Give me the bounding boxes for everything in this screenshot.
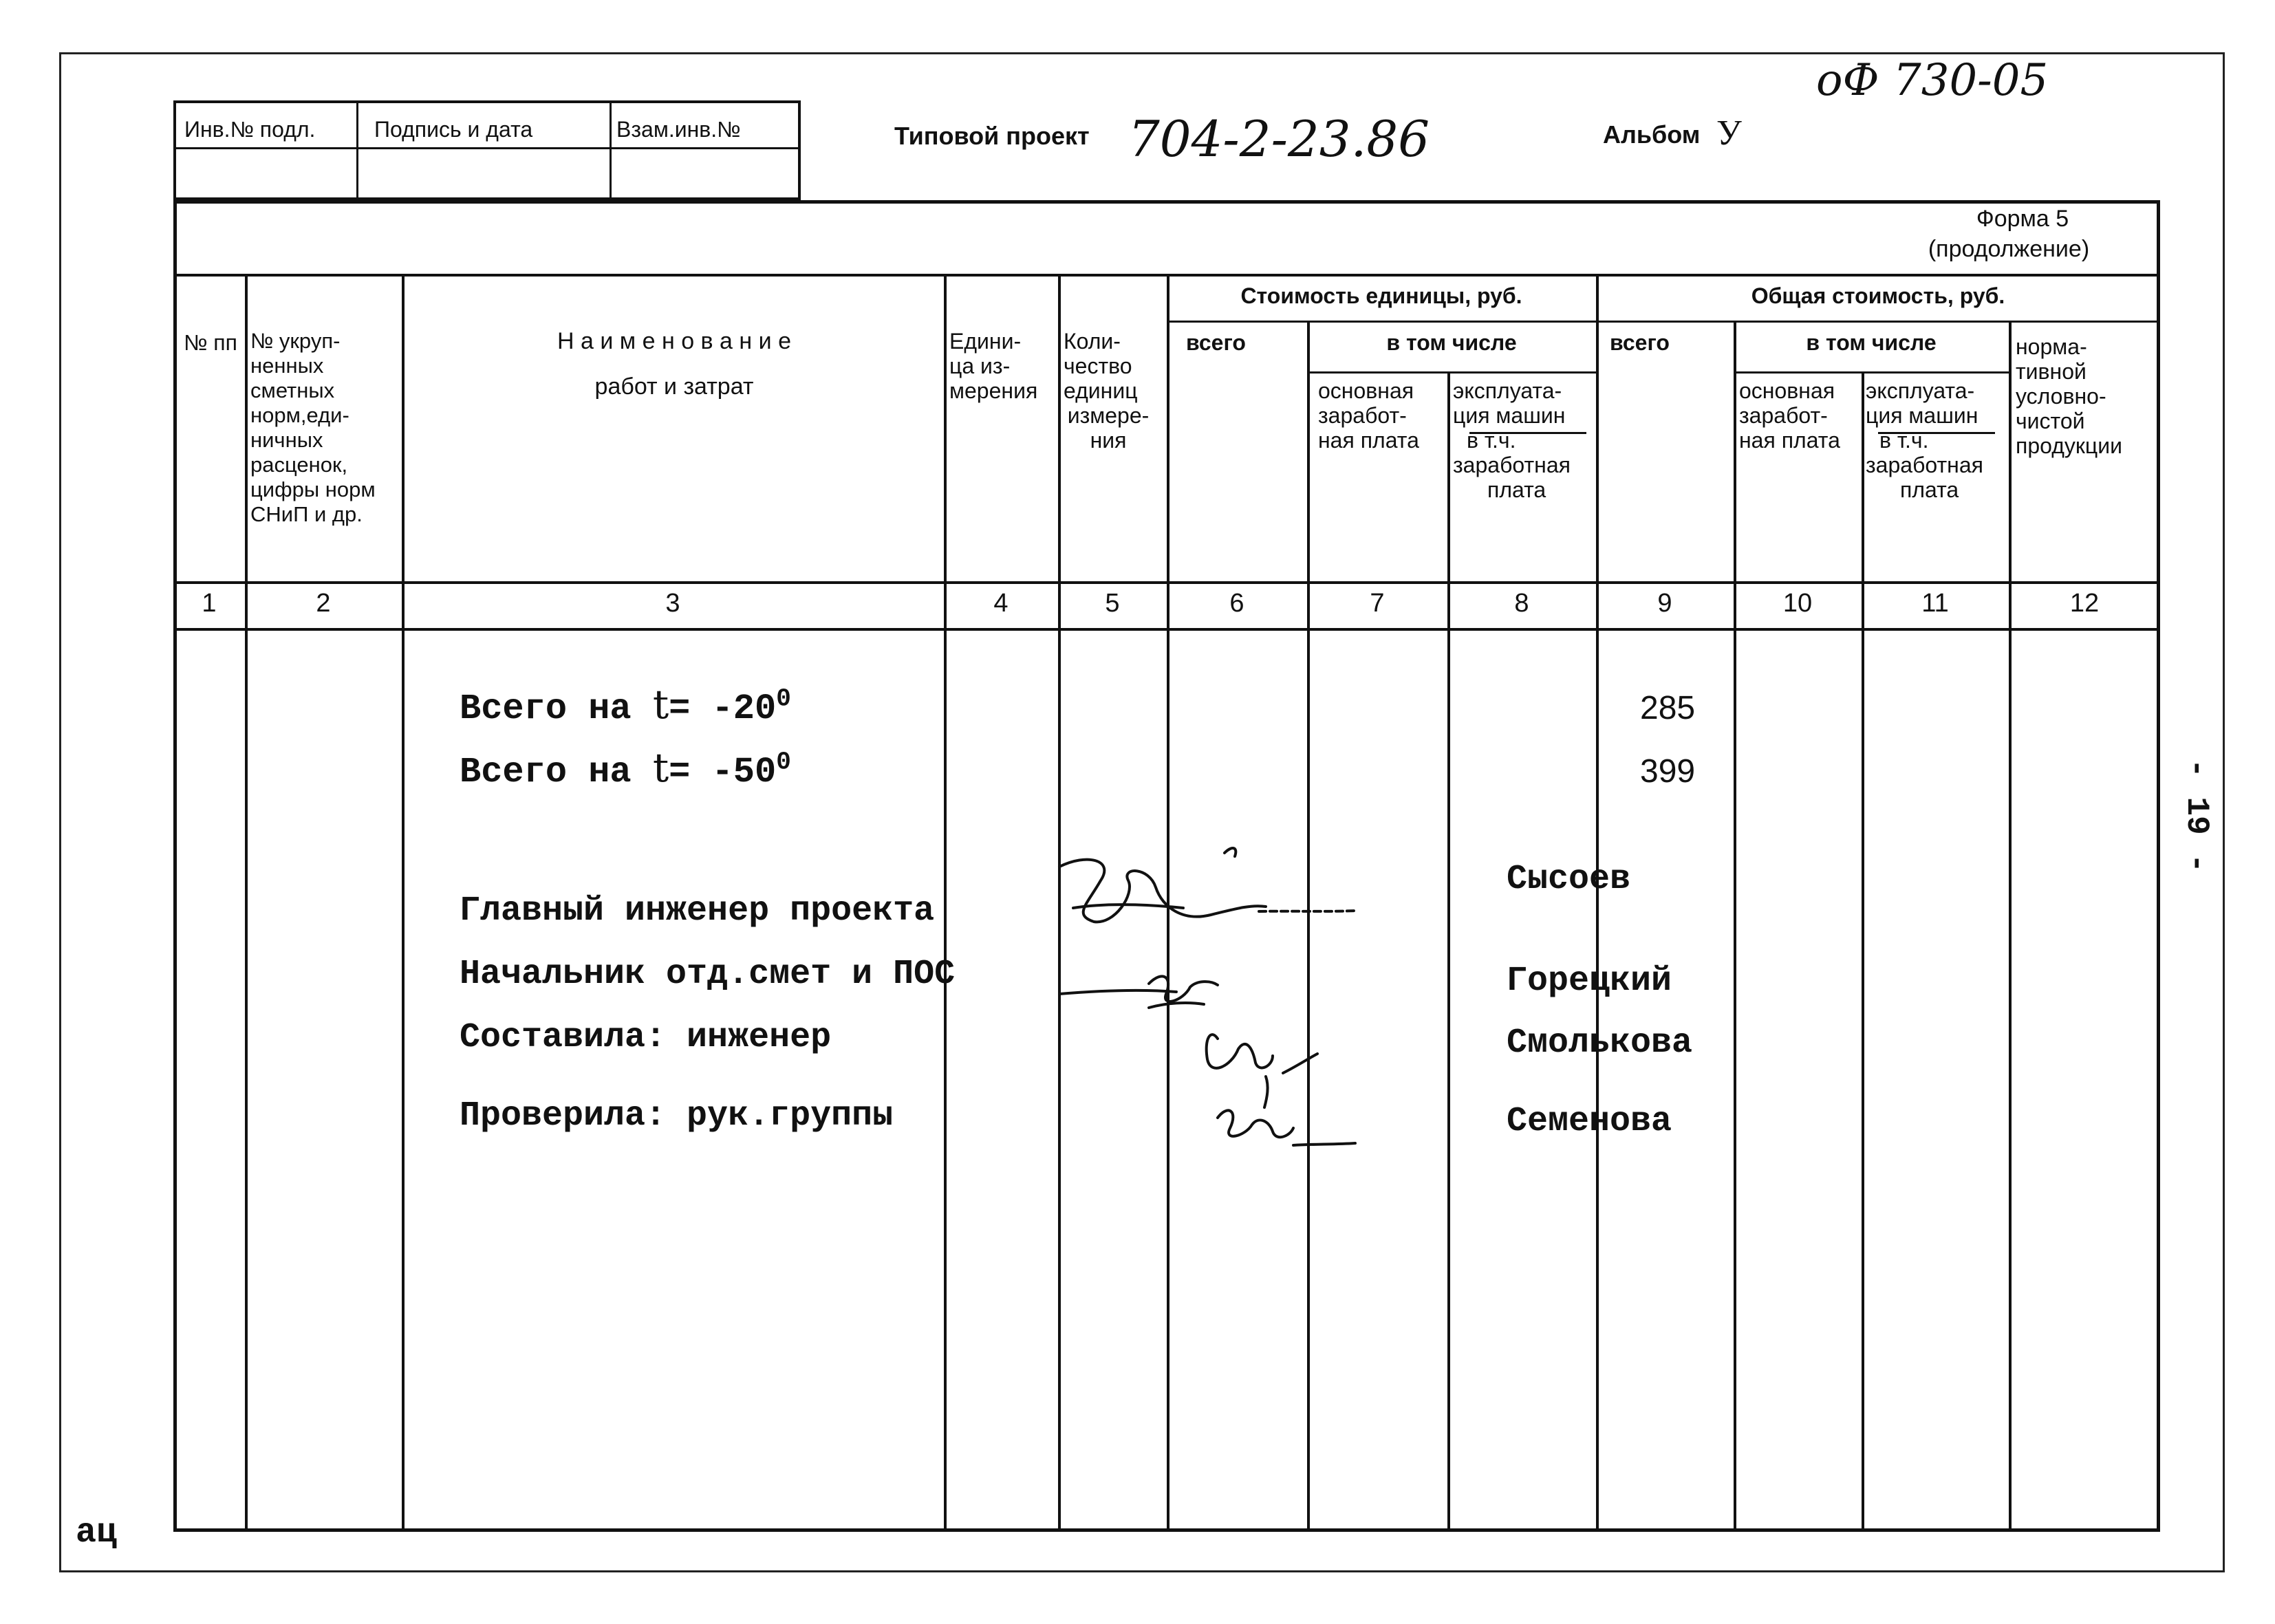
col-header-5: Коли- чество единиц измере- ния [1064, 329, 1150, 453]
col-header-11: эксплуата- ция машин в т.ч. заработная плата [1866, 378, 1983, 502]
col-number: 3 [665, 589, 680, 618]
col-number: 6 [1229, 589, 1244, 618]
album-label: Альбом [1603, 120, 1701, 149]
col-number: 8 [1514, 589, 1529, 618]
col-header-8: эксплуата- ция машин в т.ч. заработная плата [1453, 378, 1571, 502]
page-number: - 19 - [2178, 759, 2214, 873]
doc-code: оФ 730-05 [1816, 55, 2049, 106]
total-row: Всего на $t= -50^0$ [460, 744, 791, 792]
handwritten-signatures [1046, 839, 1403, 1183]
album-number: У [1716, 113, 1742, 153]
col-header-7: основная заработ- ная плата [1318, 378, 1419, 453]
stamp-signature-label: Подпись и дата [374, 117, 533, 142]
signature-role: Проверила: рук.группы [460, 1096, 894, 1136]
col-header-2: № укруп- ненных сметных норм,еди- ничных расценок, цифры норм СНиП и др. [250, 329, 376, 526]
col-number: 12 [2069, 589, 2100, 618]
corner-mark: ац [76, 1513, 118, 1552]
total-row: Всего на $t= -20^0$ [460, 681, 791, 729]
col-number: 5 [1105, 589, 1120, 618]
signature-role: Начальник отд.смет и ПОС [460, 955, 956, 994]
col-number: 9 [1657, 589, 1672, 618]
project-label: Типовой проект [894, 122, 1090, 150]
stamp-block [173, 100, 801, 200]
col-header-9: всего [1610, 330, 1670, 355]
col-header-6: всего [1186, 330, 1246, 355]
form-continued: (продолжение) [1928, 236, 2090, 262]
signature-name: Сысоев [1507, 860, 1631, 899]
col-number: 1 [202, 589, 217, 618]
col-header-1: № пп [184, 330, 237, 355]
col-header-4: Едини- ца из- мерения [949, 329, 1038, 403]
total-value: 285 [1640, 690, 1696, 726]
signature-role: Составила: инженер [460, 1018, 832, 1057]
total-cost-header: Общая стоимость, руб. [1751, 283, 2005, 308]
signature-name: Горецкий [1507, 962, 1672, 1001]
col-number: 11 [1921, 589, 1949, 618]
form-label: Форма 5 [1976, 206, 2069, 232]
unit-cost-header: Стоимость единицы, руб. [1240, 283, 1522, 308]
signature-role: Главный инженер проекта [460, 891, 935, 931]
unit-incl-header: в том числе [1386, 330, 1517, 355]
col-number: 2 [316, 589, 331, 618]
total-value: 399 [1640, 753, 1696, 790]
col-header-12: норма- тивной условно- чистой продукции [2016, 334, 2122, 458]
col-header-3-line2: работ и затрат [594, 373, 754, 400]
stamp-replace-label: Взам.инв.№ [616, 117, 741, 142]
signature-name: Смолькова [1507, 1024, 1693, 1063]
project-number: 704-2-23.86 [1128, 110, 1430, 168]
signature-name: Семенова [1507, 1102, 1672, 1141]
col-number: 10 [1782, 589, 1813, 618]
stamp-inv-label: Инв.№ подл. [184, 117, 316, 142]
col-header-3-line1: Н а и м е н о в а н и е [557, 328, 791, 354]
col-number: 7 [1370, 589, 1385, 618]
col-header-10: основная заработ- ная плата [1739, 378, 1840, 453]
total-incl-header: в том числе [1806, 330, 1937, 355]
col-number: 4 [993, 589, 1009, 618]
